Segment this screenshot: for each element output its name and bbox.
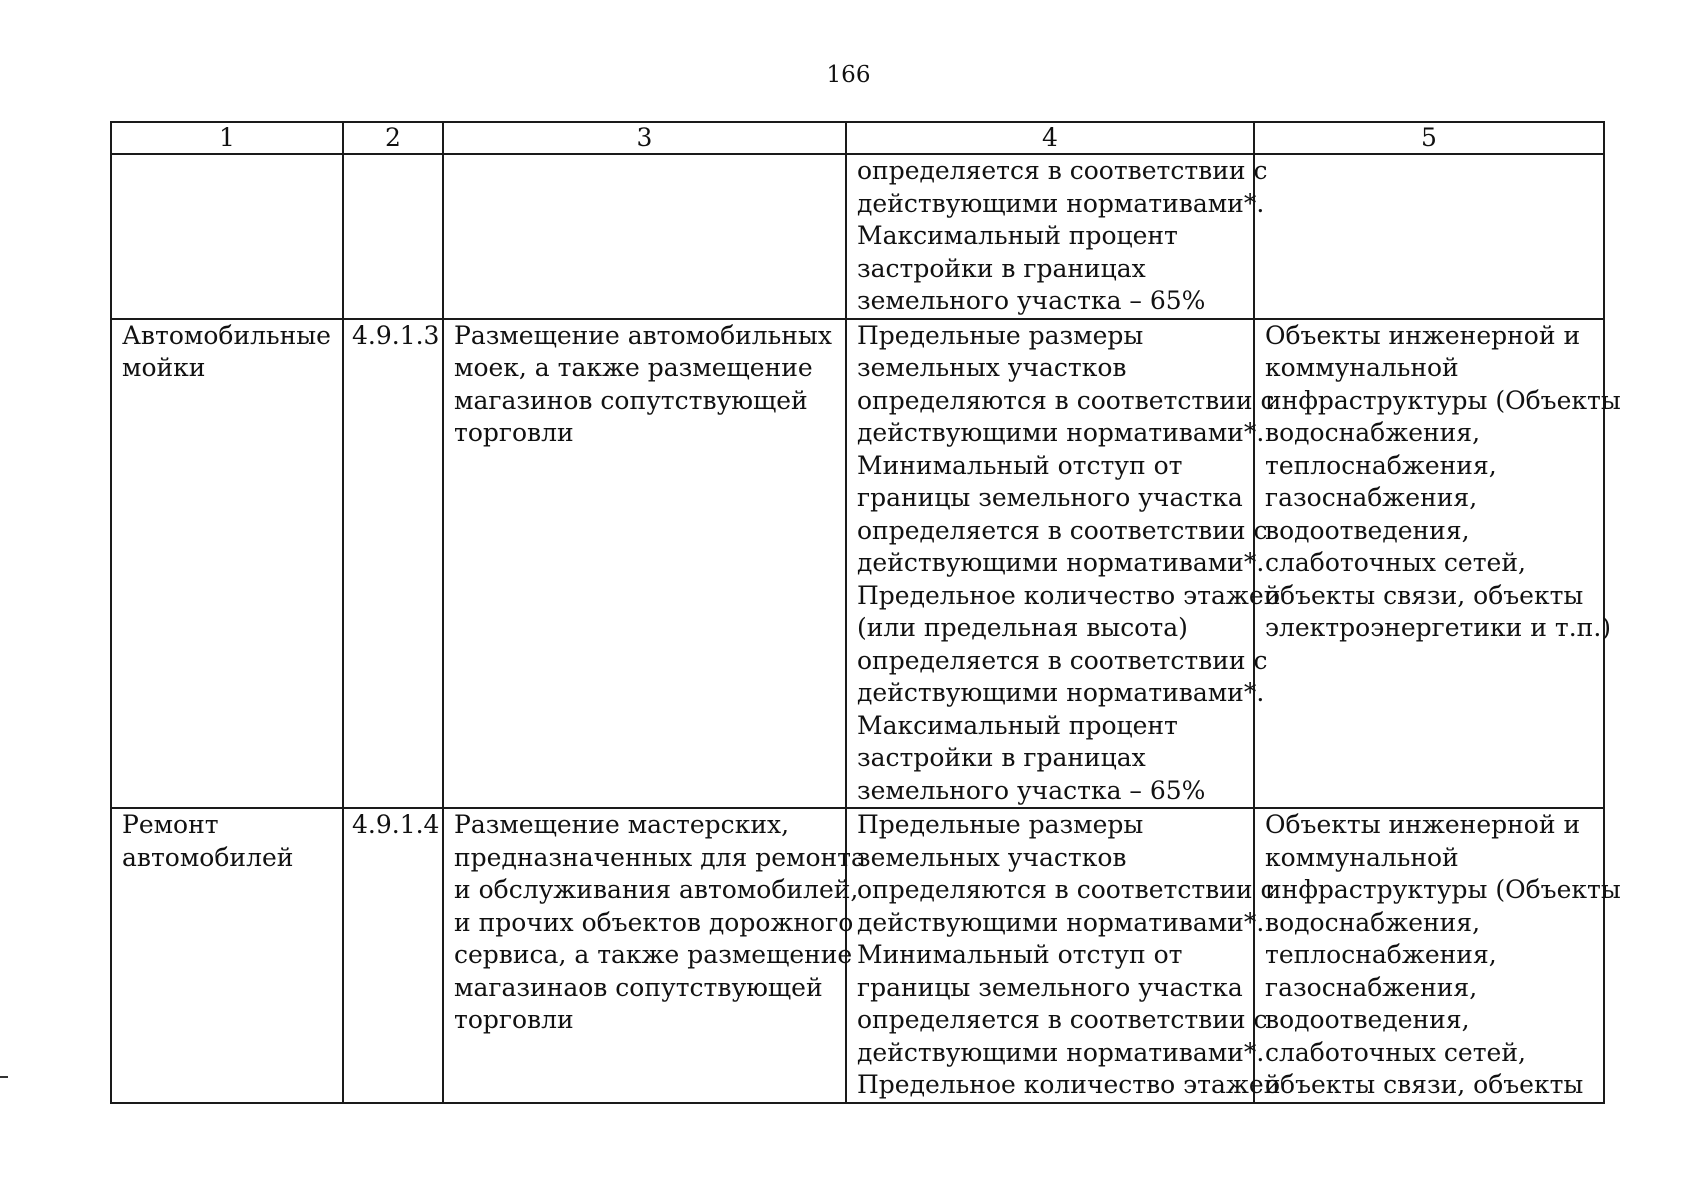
- header-row: [111, 122, 1604, 154]
- cell-text-line: коммунальной: [1265, 353, 1459, 382]
- cell-text-line: Минимальный отступ от: [857, 450, 1183, 480]
- auxiliary-uses-cell: [1254, 808, 1621, 1103]
- cell-text-line: слаботочных сетей,: [1265, 548, 1526, 577]
- cell-text-line: автомобилей: [122, 842, 294, 872]
- auxiliary-uses-cell: [1254, 319, 1621, 809]
- cell-text-line: действующими нормативами*.: [857, 188, 1265, 218]
- cell-text-line: газоснабжения,: [1265, 972, 1478, 1002]
- cell-text-line: действующими нормативами*.: [857, 418, 1265, 447]
- cell-text-line: моек, а также размещение: [454, 353, 813, 382]
- cell-text-line: водоснабжения,: [1265, 418, 1481, 447]
- cell-text-line: инфраструктуры (Объекты: [1265, 875, 1621, 904]
- cell-text-line: сервиса, а также размещение: [454, 940, 853, 969]
- cell-text-line: Автомобильные: [122, 320, 331, 350]
- cell-text-line: предназначенных для ремонта: [454, 842, 866, 872]
- cell-text-line: границы земельного участка: [857, 972, 1243, 1002]
- cell-text-line: застройки в границах: [857, 743, 1146, 772]
- table-row: [111, 319, 1604, 809]
- cell-text-line: земельных участков: [857, 353, 1127, 382]
- use-description-cell: [443, 154, 846, 319]
- cell-text-line: действующими нормативами*.: [857, 1037, 1265, 1067]
- cell-text-line: Максимальный процент: [857, 221, 1178, 250]
- zoning-table: [110, 121, 1621, 1104]
- cell-text-line: Предельные размеры: [857, 320, 1144, 350]
- use-name-cell: [111, 154, 343, 319]
- cell-text-line: водоотведения,: [1265, 1005, 1470, 1034]
- cell-text-line: объекты связи, объекты: [1265, 1070, 1584, 1099]
- cell-text-line: определяются в соответствии с: [857, 875, 1275, 904]
- use-code-cell: [343, 154, 443, 319]
- cell-text-line: Объекты инженерной и: [1265, 810, 1581, 839]
- use-name-cell: [111, 319, 343, 809]
- cell-text-line: действующими нормативами*.: [857, 548, 1265, 577]
- header-cell-3: 3: [443, 122, 846, 154]
- cell-text-line: застройки в границах: [857, 253, 1146, 283]
- cell-text-line: и прочих объектов дорожного: [454, 907, 854, 937]
- cell-text-line: инфраструктуры (Объекты: [1265, 385, 1621, 415]
- cell-text-line: Предельное количество этажей: [857, 1070, 1281, 1099]
- cell-text-line: (или предельная высота): [857, 613, 1188, 642]
- cell-text-line: теплоснабжения,: [1265, 450, 1497, 480]
- cell-text-line: водоснабжения,: [1265, 907, 1481, 937]
- cell-text-line: Размещение автомобильных: [454, 320, 832, 350]
- table-row: [111, 154, 1604, 319]
- parameters-cell: [846, 319, 1281, 809]
- cell-text-line: земельных участков: [857, 842, 1127, 872]
- cell-text-line: определяются в соответствии с: [857, 385, 1275, 415]
- cell-text-line: определяется в соответствии с: [857, 515, 1268, 545]
- cell-text-line: определяется в соответствии с: [857, 156, 1268, 185]
- cell-text-line: определяется в соответствии с: [857, 645, 1268, 675]
- cell-text-line: определяется в соответствии с: [857, 1005, 1268, 1034]
- cell-text-line: Объекты инженерной и: [1265, 320, 1581, 350]
- cell-text-line: Минимальный отступ от: [857, 940, 1183, 969]
- cell-text-line: границы земельного участка: [857, 483, 1243, 512]
- header-cell-4: 4: [846, 122, 1254, 154]
- cell-text-line: мойки: [122, 353, 206, 382]
- cell-text-line: Максимальный процент: [857, 710, 1178, 740]
- cell-text-line: газоснабжения,: [1265, 483, 1478, 512]
- auxiliary-uses-cell: [1254, 154, 1604, 319]
- cell-text-line: слаботочных сетей,: [1265, 1037, 1526, 1067]
- cell-text-line: коммунальной: [1265, 842, 1459, 872]
- cell-text-line: Размещение мастерских,: [454, 810, 790, 839]
- use-description-cell: [443, 319, 846, 809]
- cell-text-line: земельного участка – 65%: [857, 775, 1206, 805]
- header-cell-5: 5: [1254, 122, 1604, 154]
- cell-text-line: водоотведения,: [1265, 515, 1470, 545]
- cell-text-line: магазинов сопутствующей: [454, 385, 808, 415]
- header-cell-1: 1: [111, 122, 343, 154]
- page-number: 166: [826, 62, 871, 88]
- cell-text-line: Ремонт: [122, 810, 219, 839]
- cell-text-line: магазинаов сопутствующей: [454, 972, 823, 1002]
- cell-text-line: и обслуживания автомобилей,: [454, 875, 859, 904]
- cell-text-line: торговли: [454, 1005, 574, 1034]
- cell-text-line: торговли: [454, 418, 574, 447]
- cell-text-line: Предельное количество этажей: [857, 580, 1281, 610]
- cell-text-line: объекты связи, объекты: [1265, 580, 1584, 610]
- cell-text-line: действующими нормативами*.: [857, 907, 1265, 937]
- parameters-cell: [846, 808, 1281, 1103]
- use-code-cell: 4.9.1.3: [343, 319, 443, 809]
- parameters-cell: [846, 154, 1268, 319]
- cell-text-line: действующими нормативами*.: [857, 678, 1265, 707]
- cell-text-line: земельного участка – 65%: [857, 286, 1206, 315]
- cell-text-line: теплоснабжения,: [1265, 940, 1497, 969]
- scan-edge-mark: [0, 1076, 8, 1078]
- cell-text-line: электроэнергетики и т.п.): [1265, 613, 1612, 642]
- use-description-cell: [443, 808, 866, 1103]
- table-row: [111, 808, 1604, 1103]
- use-name-cell: [111, 808, 343, 1103]
- header-cell-2: 2: [343, 122, 443, 154]
- use-code-cell: 4.9.1.4: [343, 808, 443, 1103]
- cell-text-line: Предельные размеры: [857, 810, 1144, 839]
